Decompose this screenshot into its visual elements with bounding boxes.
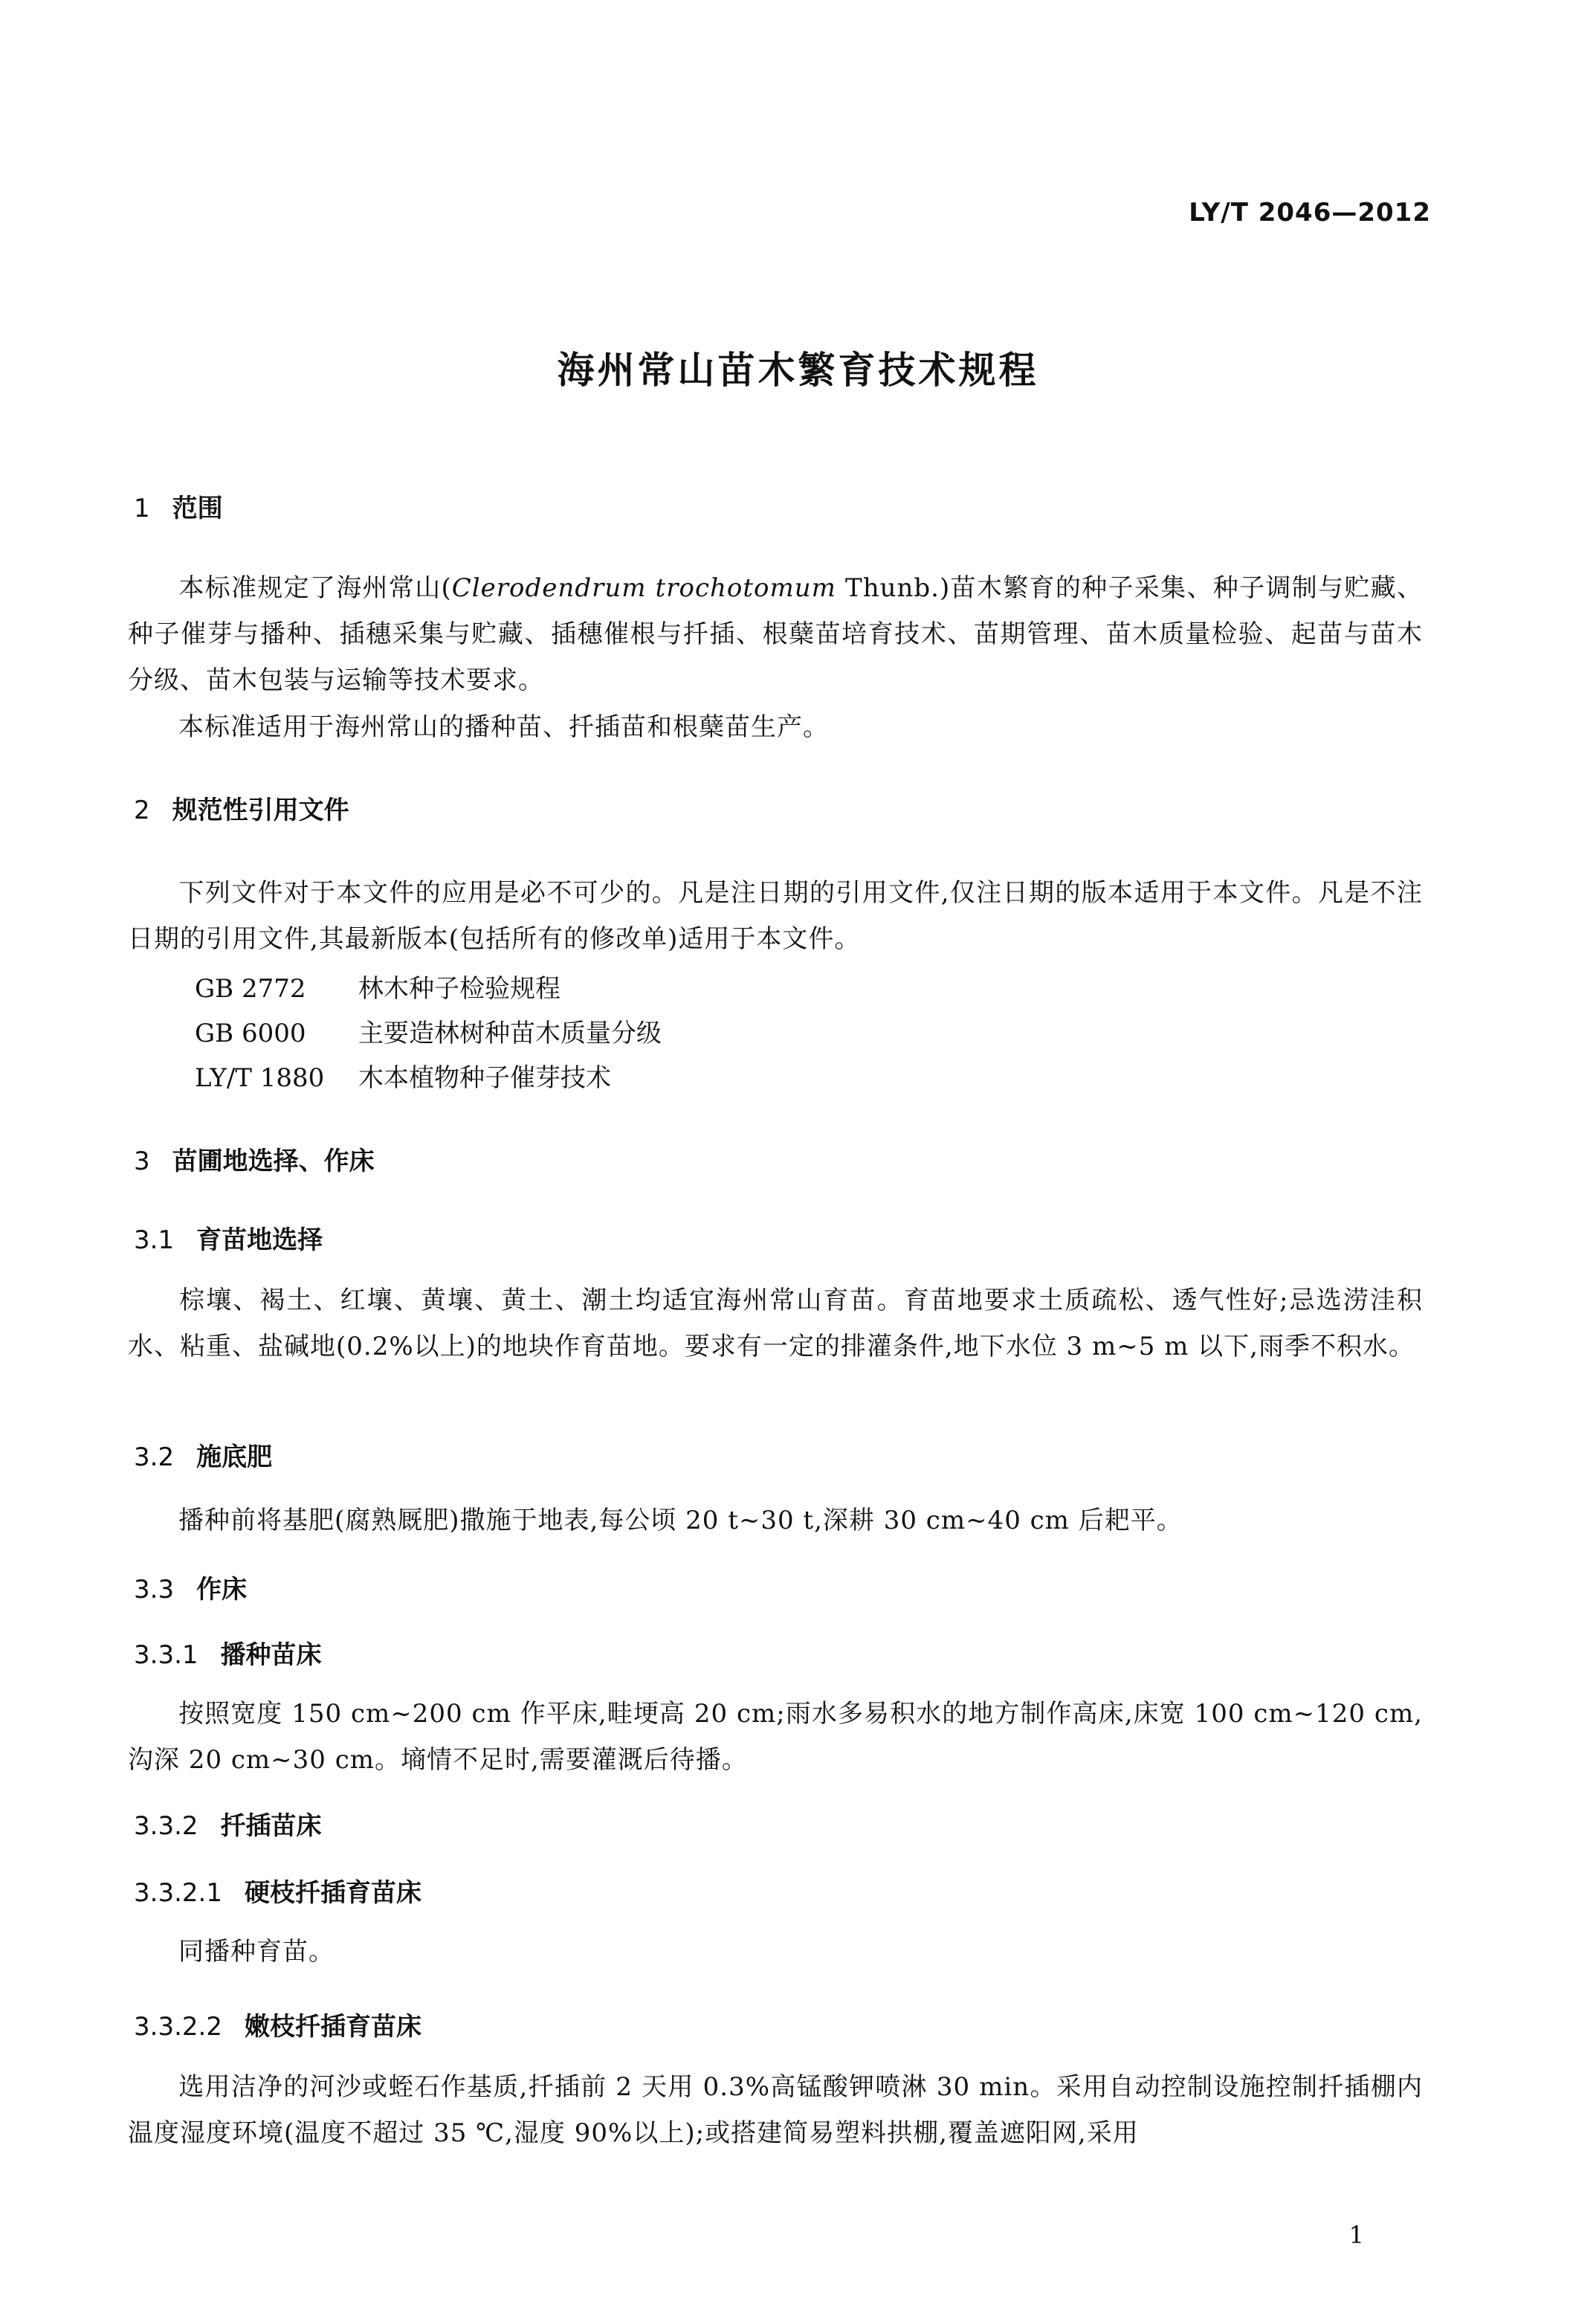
section-2-heading xyxy=(134,790,349,826)
section-1-paragraph-1: 本标准规定了海州常山(Clerodendrum trochotomum Thunb.)苗木繁育的种子采集、种子调制与贮藏、种子催芽与播种、插穗采集与贮藏、插穗催根与扦插、根蘖苗培育技术、苗期管理、苗木质量检验、起苗与苗木分级、苗木包装与运输等技术要求。 xyxy=(128,573,1424,695)
section-title: 苗圃地选择、作床 xyxy=(172,1147,375,1176)
latin-species-name: Clerodendrum trochotomum xyxy=(451,573,836,603)
section-3-3-1-paragraph: 按照宽度 150 cm~200 cm 作平床,畦埂高 20 cm;雨水多易积水的地方制作高床,床宽 100 cm~120 cm,沟深 20 cm~30 cm。墒情不足时,需要灌溉后待播。 xyxy=(128,1699,1423,1775)
section-title: 范围 xyxy=(172,494,223,523)
section-number: 3 xyxy=(134,1147,150,1176)
section-3-2-heading: 3.2 施底肥 xyxy=(134,1442,273,1472)
reference-item: GB 6000 主要造林树种苗木质量分级 xyxy=(195,1019,662,1048)
section-3-3-heading: 3.3 作床 xyxy=(134,1575,248,1605)
reference-item: GB 2772 林木种子检验规程 xyxy=(195,974,560,1004)
section-3-3-2-2-heading: 3.3.2.2 嫩枝扦插育苗床 xyxy=(134,2012,421,2042)
section-3-heading xyxy=(134,1141,375,1177)
section-3-1-heading: 3.1 育苗地选择 xyxy=(134,1225,323,1255)
standard-code: LY/T 2046—2012 xyxy=(1189,198,1431,228)
section-1-heading xyxy=(134,488,223,524)
section-3-3-2-heading: 3.3.2 扦插苗床 xyxy=(134,1811,322,1841)
section-title: 规范性引用文件 xyxy=(172,796,349,825)
section-3-2-paragraph: 播种前将基肥(腐熟厩肥)撒施于地表,每公顷 20 t~30 t,深耕 30 cm~40 cm 后耙平。 xyxy=(178,1506,1183,1535)
section-3-3-2-1-paragraph: 同播种育苗。 xyxy=(178,1937,335,1967)
section-2-paragraph-1: 下列文件对于本文件的应用是必不可少的。凡是注日期的引用文件,仅注日期的版本适用于本文件。凡是不注日期的引用文件,其最新版本(包括所有的修改单)适用于本文件。 xyxy=(128,878,1423,954)
section-number: 1 xyxy=(134,494,150,523)
section-1-paragraph-2: 本标准适用于海州常山的播种苗、扦插苗和根蘖苗生产。 xyxy=(178,712,829,742)
page-title: 海州常山苗木繁育技术规程 xyxy=(557,349,1039,392)
page-number: 1 xyxy=(1348,2221,1364,2249)
section-number: 2 xyxy=(134,796,150,825)
section-3-1-paragraph: 棕壤、褐土、红壤、黄壤、黄土、潮土均适宜海州常山育苗。育苗地要求土质疏松、透气性好;忌选涝洼积水、粘重、盐碱地(0.2%以上)的地块作育苗地。要求有一定的排灌条件,地下水位 3 m~5 m 以下,雨季不积水。 xyxy=(128,1286,1423,1361)
section-3-3-2-2-paragraph: 选用洁净的河沙或蛭石作基质,扦插前 2 天用 0.3%高锰酸钾喷淋 30 min。采用自动控制设施控制扦插棚内温度湿度环境(温度不超过 35 ℃,湿度 90%以上);或搭建简易塑料拱棚,覆盖遮阳网,采用 xyxy=(128,2072,1423,2148)
section-3-3-2-1-heading: 3.3.2.1 硬枝扦插育苗床 xyxy=(134,1878,421,1908)
reference-item: LY/T 1880 木本植物种子催芽技术 xyxy=(195,1063,611,1093)
section-3-3-1-heading: 3.3.1 播种苗床 xyxy=(134,1640,322,1670)
